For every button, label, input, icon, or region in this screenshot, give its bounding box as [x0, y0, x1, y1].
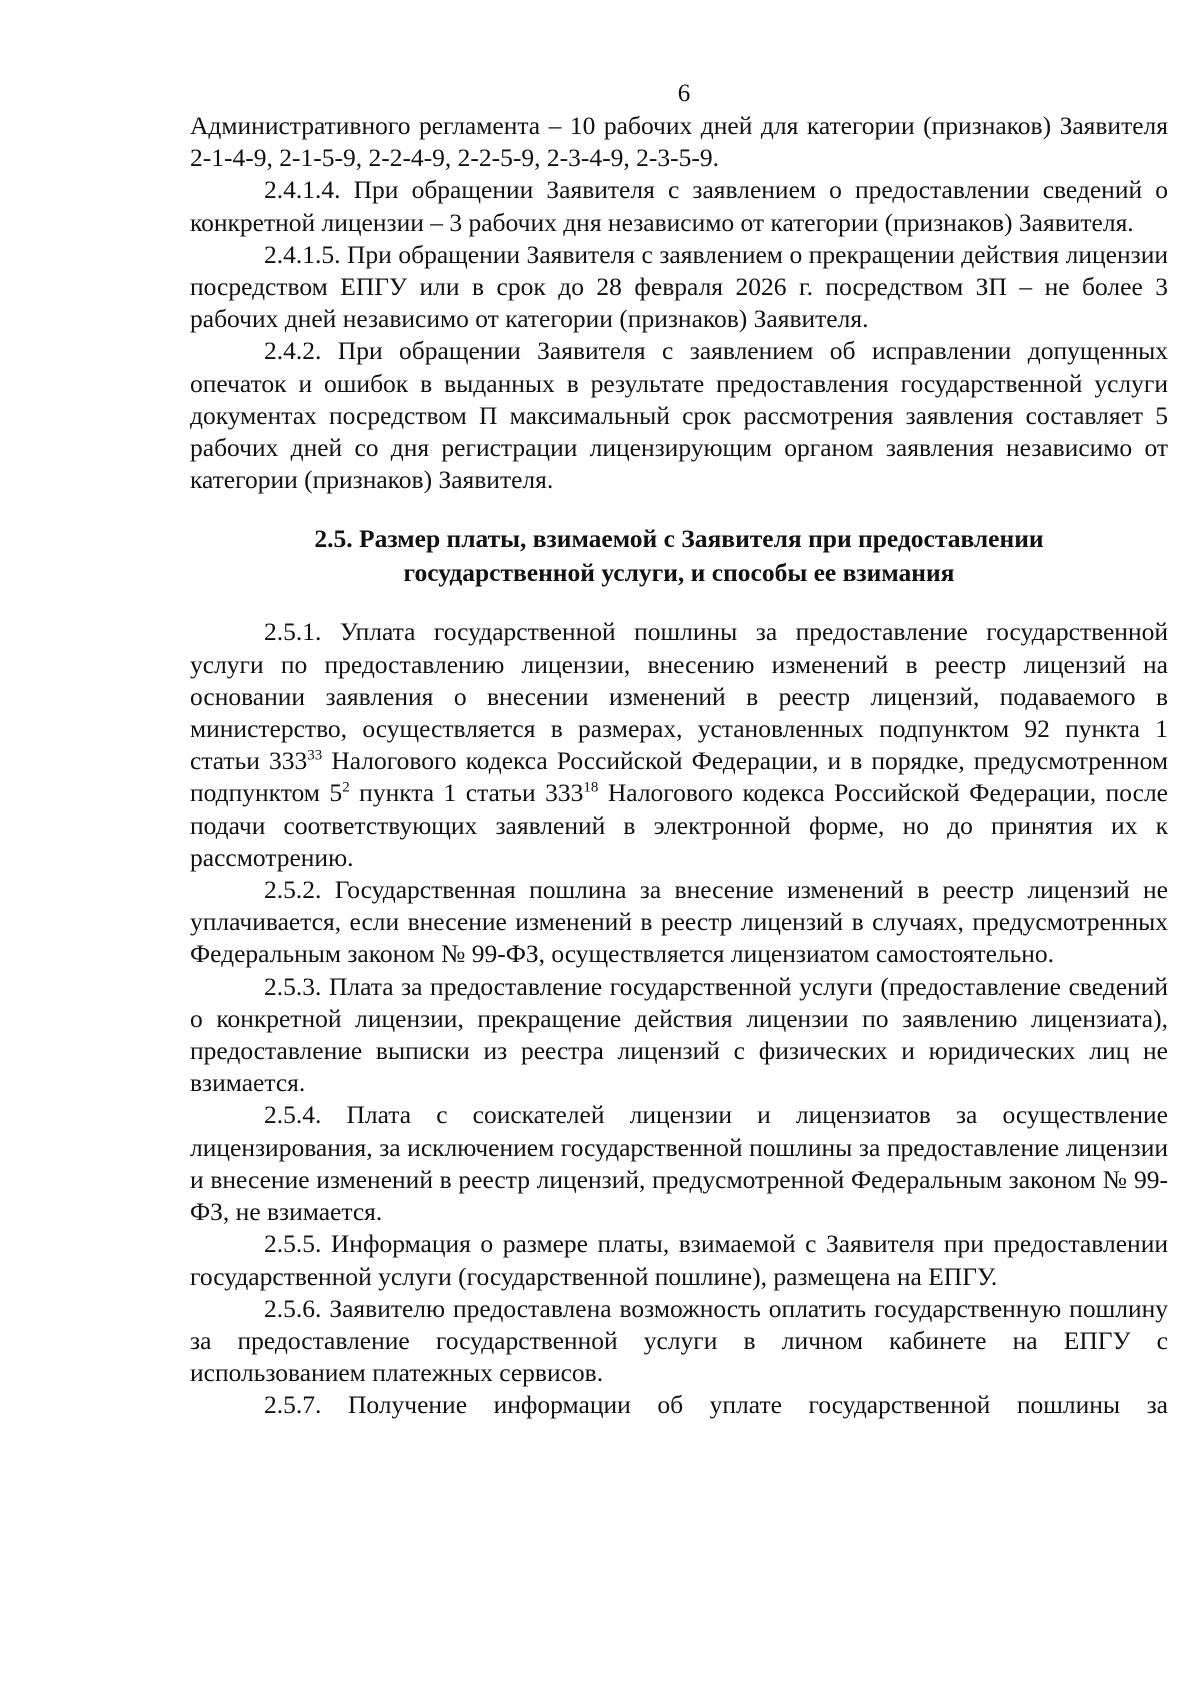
- paragraph-2-4-1-4: 2.4.1.4. При обращении Заявителя с заявлением о предоставлении сведений о конкретной лицензии – 3 рабочих дня независимо от категории (признаков) Заявителя.: [190, 175, 1168, 237]
- superscript-33: 33: [307, 747, 323, 764]
- paragraph-2-5-5: 2.5.5. Информация о размере платы, взимаемой с Заявителя при предоставлении государственной услуги (государственной пошлине), размещена на ЕПГУ.: [190, 1229, 1168, 1291]
- superscript-2: 2: [342, 779, 350, 796]
- paragraph-2-5-6: 2.5.6. Заявителю предоставлена возможность оплатить государственную пошлину за предоставление государственной услуги в личном кабинете на ЕПГУ с использованием платежных сервисов.: [190, 1293, 1168, 1388]
- paragraph-2-5-7: 2.5.7. Получение информации об уплате государственной пошлины за: [264, 1390, 1168, 1420]
- paragraph-2-4-1-5: 2.4.1.5. При обращении Заявителя с заявлением о прекращении действия лицензии посредством ЕПГУ или в срок до 28 февраля 2026 г. посредством ЗП – не более 3 рабочих дней независимо от категории (признаков) Заявителя.: [190, 239, 1168, 334]
- paragraph-continuation: Административного регламента – 10 рабочих дней для категории (признаков) Заявителя 2-1-4-9, 2-1-5-9, 2-2-4-9, 2-2-5-9, 2-3-4-9, 2-3-5-9.: [190, 111, 1168, 173]
- paragraph-2-5-1-text-4: Налогового кодекса Российской Федерации, после подачи соответствующих заявлений в электронной форме, но до принятия их к рассмотрению.: [190, 778, 1168, 872]
- paragraph-2-5-4: 2.5.4. Плата с соискателей лицензии и лицензиатов за осуществление лицензирования, за исключением государственной пошлины за предоставление лицензии и внесение изменений в реестр лицензий, предусмотренной Федеральным законом № 99-ФЗ, не взимается.: [190, 1100, 1168, 1227]
- section-heading: [190, 522, 1168, 590]
- superscript-18: 18: [583, 779, 599, 796]
- section-heading-line-1: 2.5. Размер платы, взимаемой с Заявителя при предоставлении: [314, 524, 1044, 554]
- paragraph-2-5-1-text-2: Налогового кодекса Российской Федерации, и в порядке, предусмотренном подпунктом 5: [190, 746, 1168, 808]
- page-number: 6: [677, 80, 691, 107]
- paragraph-2-5-2: 2.5.2. Государственная пошлина за внесение изменений в реестр лицензий не уплачивается, если внесение изменений в реестр лицензий в случаях, предусмотренных Федеральным законом № 99-ФЗ, осуществляется лицензиатом самостоятельно.: [190, 875, 1168, 969]
- paragraph-2-5-1: [190, 616, 1168, 874]
- paragraph-2-5-3: 2.5.3. Плата за предоставление государственной услуги (предоставление сведений о конкретной лицензии, прекращение действия лицензии по заявлению лицензиата), предоставление выписки из реестра лицензий с физических и юридических лиц не взимается.: [190, 971, 1168, 1098]
- document-page: [190, 78, 1168, 1422]
- section-heading-line-2: государственной услуги, и способы ее взимания: [403, 558, 955, 588]
- paragraph-2-5-1-text-3: пункта 1 статьи 333: [349, 778, 584, 808]
- paragraph-2-5-1-text-1: 2.5.1. Уплата государственной пошлины за предоставление государственной услуги по предоставлению лицензии, внесению изменений в реестр лицензий на основании заявления о внесении изменений в реестр лицензий, подаваемого в министерство, осуществляется в размерах, установленных подпунктом 92 пункта 1 статьи 333: [190, 617, 1168, 776]
- paragraph-2-4-2: 2.4.2. При обращении Заявителя с заявлением об исправлении допущенных опечаток и ошибок в выданных в результате предоставления государственной услуги документах посредством П максимальный срок рассмотрения заявления составляет 5 рабочих дней со дня регистрации лицензирующим органом заявления независимо от категории (признаков) Заявителя.: [190, 336, 1168, 495]
